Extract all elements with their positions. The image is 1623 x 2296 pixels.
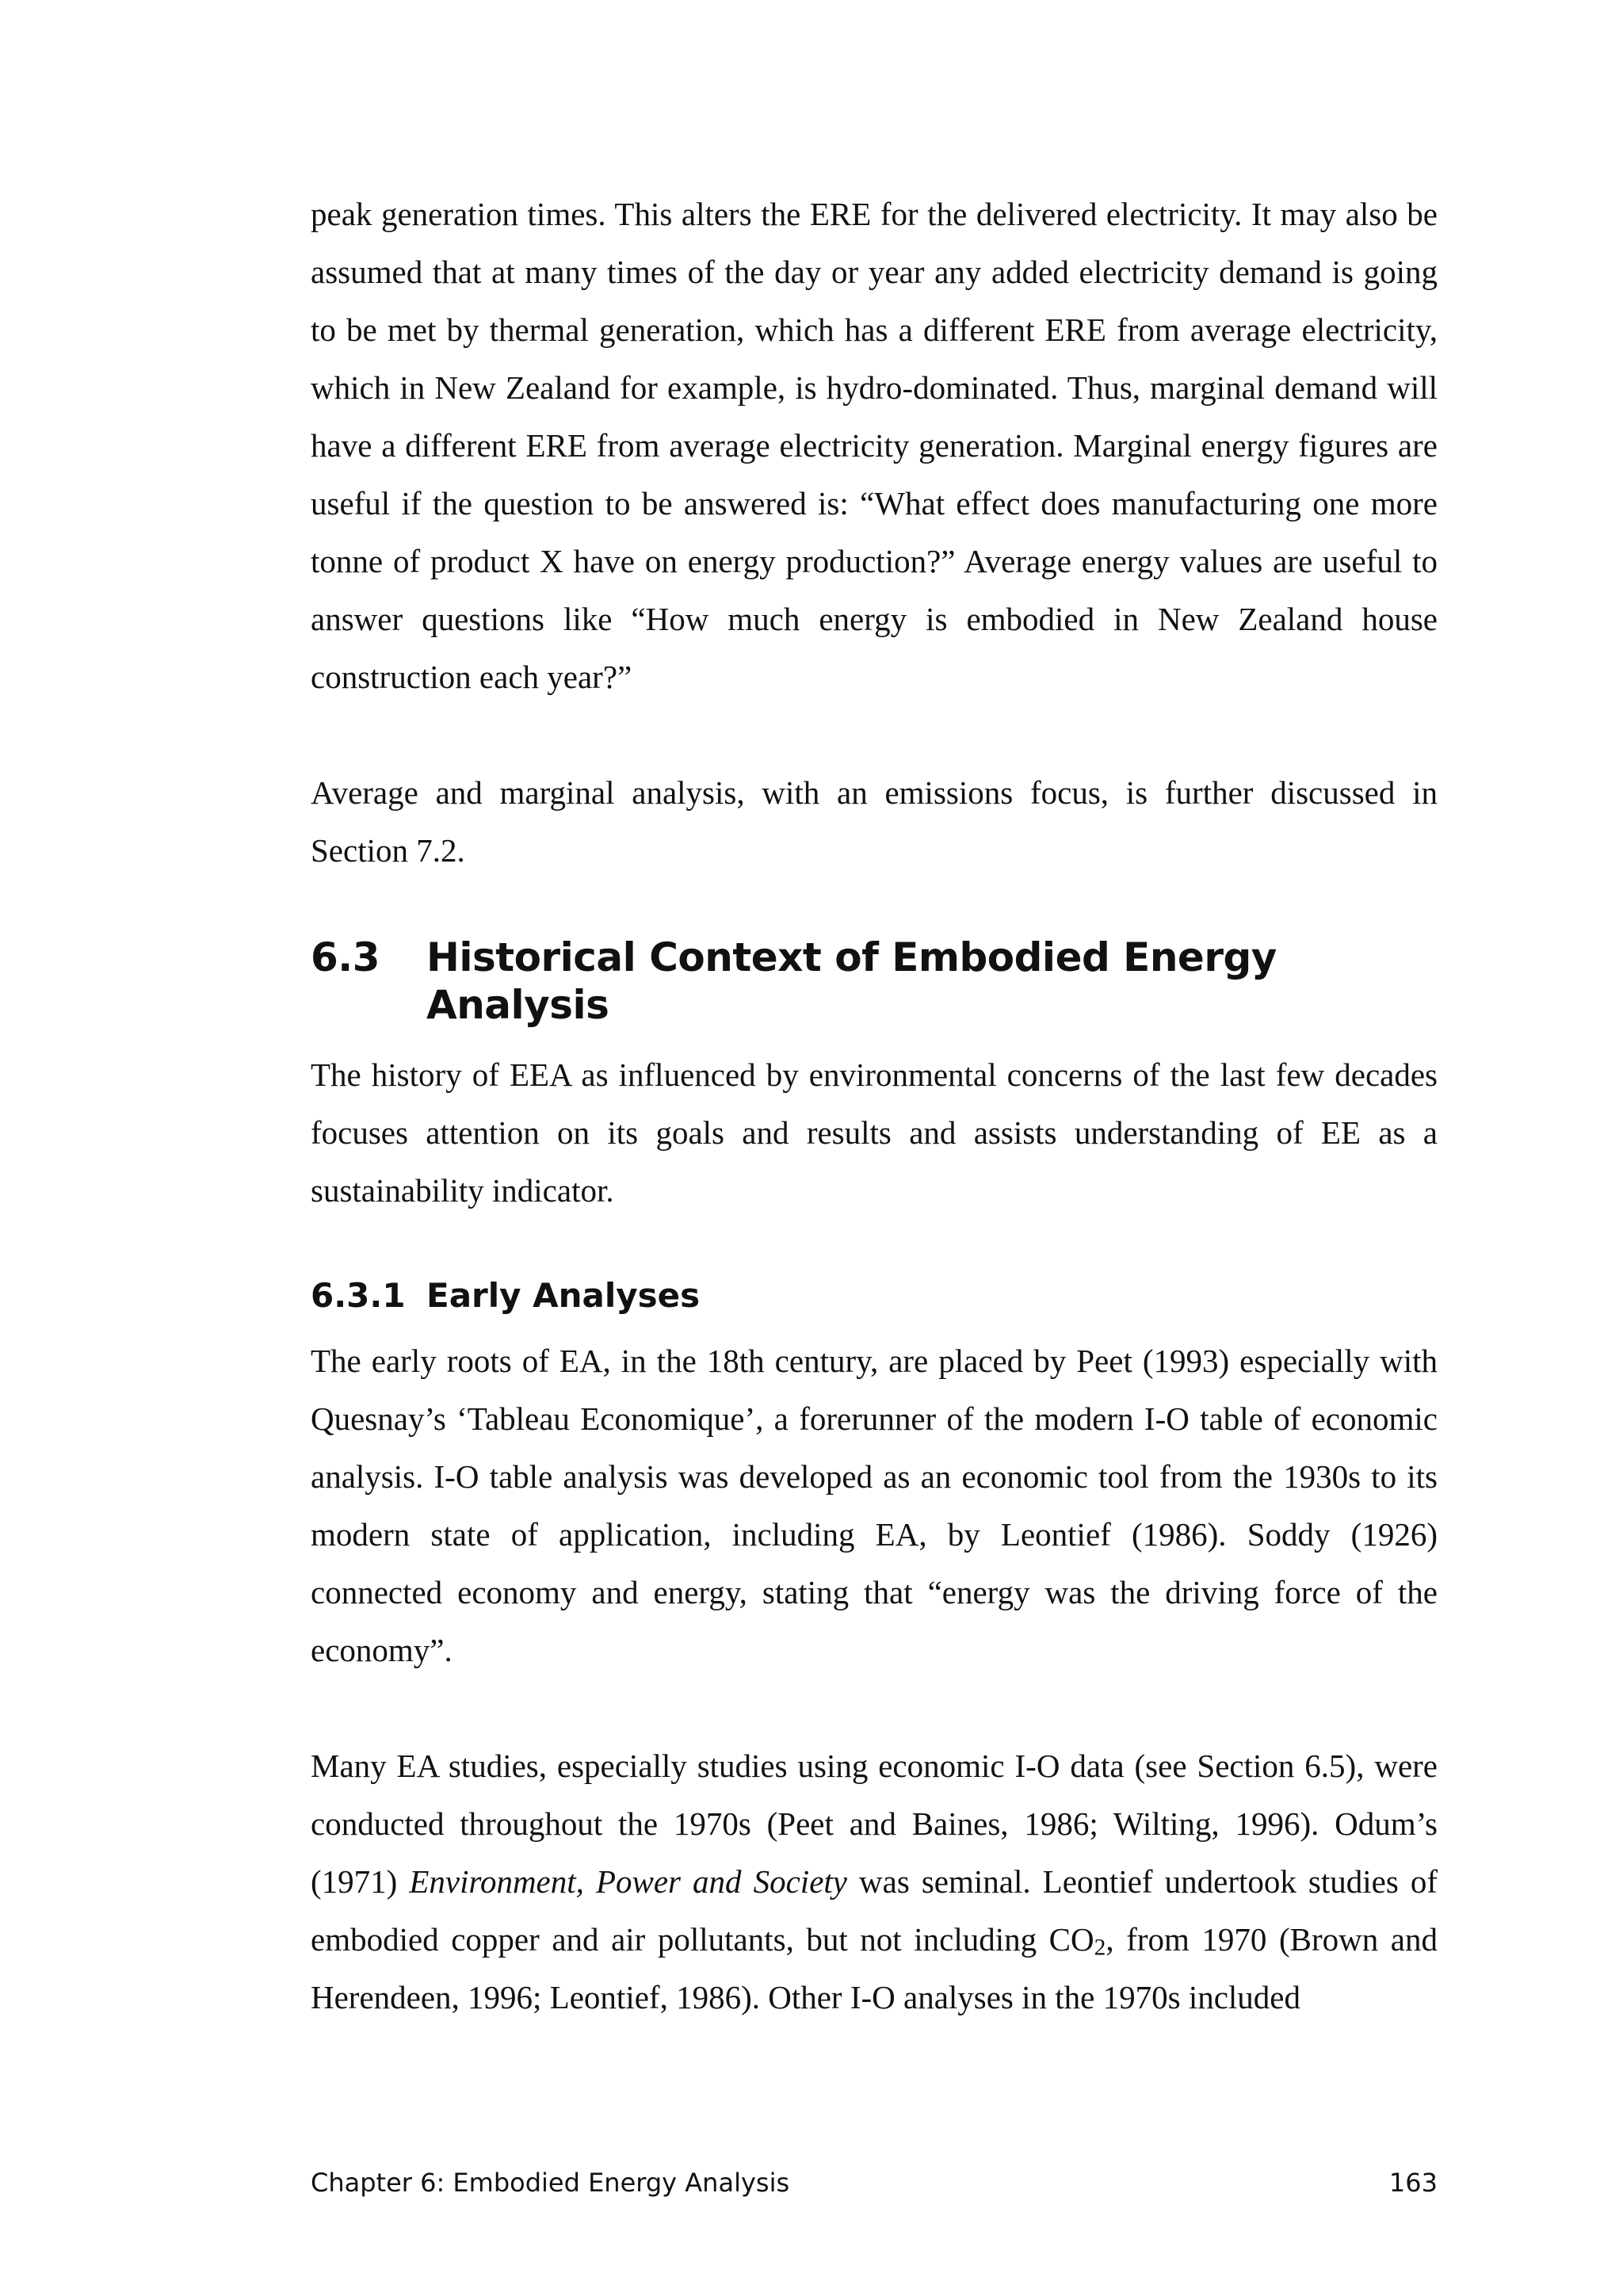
book-title-italic: Environment, Power and Society <box>409 1863 847 1900</box>
paragraph-marginal-energy: peak generation times. This alters the ERE for the delivered electricity. It may also be assumed that at many times of the day or year any added electricity demand is going to be met by thermal generation, which has a different ERE from average electricity, which in New Zealand for example, is hydro-dominated. Thus, marginal demand will have a different ERE from average electricity generation. Marginal energy figures are useful if the question to be answered is: “What effect does manufacturing one more tonne of product X have on energy production?” Average energy values are useful to answer questions like “How much energy is embodied in New Zealand house construction each year?” <box>311 196 1438 695</box>
subsection-title: Early Analyses <box>426 1276 701 1315</box>
page-number: 163 <box>1388 2168 1438 2198</box>
page-content <box>311 185 1438 2027</box>
page-footer <box>311 2168 1438 2198</box>
text-run: was seminal. Leontief undertook studies of embodied copper and air pollutants, but not including CO <box>311 1863 1438 1958</box>
subscript: 2 <box>1094 1935 1106 1961</box>
subsection-number: 6.3.1 <box>311 1276 406 1315</box>
paragraph-early-roots: The early roots of EA, in the 18th century, are placed by Peet (1993) especially with Quesnay’s ‘Tableau Economique’, a forerunner of the modern I-O table of economic analysis. I-O table analysis was developed as an economic tool from the 1930s to its modern state of application, including EA, by Leontief (1986). Soddy (1926) connected economy and energy, stating that “energy was the driving force of the economy”. <box>311 1343 1438 1668</box>
paragraph-average-marginal: Average and marginal analysis, with an emissions focus, is further discussed in Section 7.2. <box>311 774 1438 869</box>
paragraph-history-eea: The history of EEA as influenced by environmental concerns of the last few decades focuses attention on its goals and results and assists understanding of EE as a sustainability indicator. <box>311 1056 1438 1209</box>
subsection-heading-6-3-1 <box>311 1275 1438 1316</box>
footer-chapter-title: Chapter 6: Embodied Energy Analysis <box>311 2168 790 2198</box>
text-run: Many EA studies, especially studies using economic I-O data (see Section 6.5), were conducted throughout the 1970s (Peet and Baines, 1986; Wilting, 1996). Odum’s (1971) <box>311 1748 1438 1900</box>
section-number: 6.3 <box>311 934 380 980</box>
section-title: Historical Context of Embodied Energy Analysis <box>426 934 1277 1028</box>
section-heading-6-3 <box>311 934 1438 1029</box>
text-run: , from 1970 (Brown and Herendeen, 1996; Leontief, 1986). Other I-O analyses in the 1970s included <box>311 1921 1438 2015</box>
paragraph-1970s-studies <box>311 1737 1438 2027</box>
